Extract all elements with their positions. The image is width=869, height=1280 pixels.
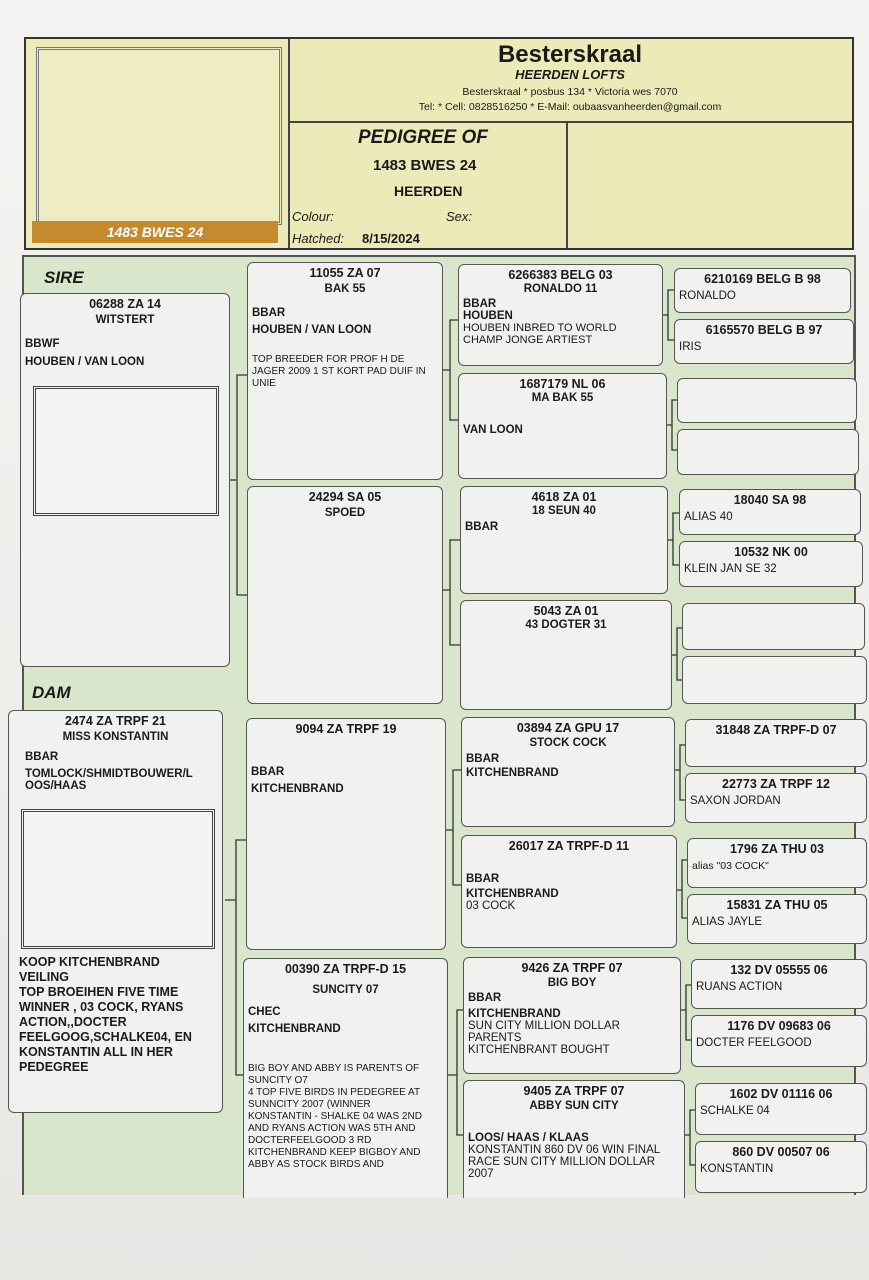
bird-ring: 1483 BWES 24 [373, 157, 477, 174]
gen4-card [682, 656, 867, 704]
gen4-name: IRIS [679, 341, 702, 353]
dam-dam-color: CHEC [248, 1006, 281, 1018]
gen4-card [695, 1141, 867, 1193]
gen4-name: DOCTER FEELGOOD [696, 1037, 812, 1049]
gen4-ring: 15831 ZA THU 05 [726, 898, 828, 912]
dam-dam-notes [244, 1063, 447, 1171]
gen4-card [687, 894, 867, 944]
gen3-ring: 5043 ZA 01 [533, 604, 599, 618]
photo-caption: 1483 BWES 24 [32, 221, 278, 243]
gen4-ring: 1176 DV 09683 06 [727, 1019, 831, 1033]
gen3-ring: 26017 ZA TRPF-D 11 [508, 839, 630, 853]
gen3-line: KITCHENBRAND [466, 888, 559, 900]
gen4-card [674, 319, 854, 364]
note-line: KITCHENBRAND KEEP BIGBOY AND [248, 1147, 421, 1158]
gen3-name: 18 SEUN 40 [532, 505, 596, 517]
sire-heading: SIRE [44, 268, 84, 287]
gen3-ring: 6266383 BELG 03 [508, 268, 613, 282]
dam-note: KONSTANTIN ALL IN HER [19, 1045, 173, 1059]
gen3-name: STOCK COCK [529, 737, 607, 749]
note-line: TOP BREEDER FOR PROF H DE [252, 354, 405, 365]
dam-color: BBAR [25, 751, 59, 763]
gen3-card-sdd [460, 600, 672, 710]
pedigree-info [288, 121, 568, 248]
gen4-card [687, 838, 867, 888]
gen3-card-ssd [458, 373, 667, 479]
dam-dam-name: SUNCITY 07 [312, 984, 379, 996]
gen3-extra: 03 COCK [466, 900, 516, 912]
gen4-ring: 6210169 BELG B 98 [704, 272, 821, 286]
gen3-ring: 1687179 NL 06 [519, 377, 606, 391]
gen4-card [685, 719, 867, 767]
sire-sire-card [247, 262, 443, 480]
gen4-name: SCHALKE 04 [700, 1105, 770, 1117]
gen3-line: LOOS/ HAAS / KLAAS [468, 1132, 589, 1144]
note-line: JAGER 2009 1 ST KORT PAD DUIF IN [252, 366, 426, 377]
dam-line-1: TOMLOCK/SHMIDTBOUWER/L [25, 768, 193, 780]
gen4-ring: 132 DV 05555 06 [730, 963, 828, 977]
gen3-ring: 4618 ZA 01 [531, 490, 597, 504]
dam-photo [21, 809, 215, 949]
gen4-ring: 18040 SA 98 [733, 493, 807, 507]
gen4-ring: 6165570 BELG B 97 [705, 323, 823, 337]
gen3-card-dds [463, 957, 681, 1074]
dam-note: VEILING [19, 970, 70, 984]
gen4-card [679, 489, 861, 535]
dam-note: ACTION,,DOCTER [19, 1015, 127, 1029]
dam-note: KOOP KITCHENBRAND [19, 955, 160, 969]
dam-note: FEELGOOG,SCHALKE04, EN [19, 1030, 192, 1044]
gen4-name: RUANS ACTION [696, 981, 783, 993]
gen3-line: KITCHENBRAND [466, 767, 559, 779]
gen3-line: KITCHENBRAND [468, 1008, 561, 1020]
dam-sire-card [246, 718, 446, 950]
note-line: 4 TOP FIVE BIRDS IN PEDEGREE AT [248, 1087, 421, 1098]
note-line: PARENTS [468, 1032, 522, 1044]
gen3-color: BBAR [466, 753, 500, 765]
hatched-label: Hatched: [292, 231, 345, 246]
gen3-line: HOUBEN [463, 310, 513, 322]
sire-dam-name: SPOED [324, 507, 366, 519]
gen4-card [691, 959, 867, 1009]
dam-note: WINNER , 03 COCK, RYANS [19, 1000, 184, 1014]
sire-dam-ring: 24294 SA 05 [308, 490, 382, 504]
note-line: ABBY AS STOCK BIRDS AND [248, 1159, 384, 1170]
note-line: KITCHENBRANT BOUGHT [468, 1044, 610, 1056]
note-line: HOUBEN INBRED TO WORLD [463, 322, 617, 334]
dam-dam-card [243, 958, 448, 1198]
sire-photo [33, 386, 219, 516]
note-line: SUNNCITY 2007 (WINNER [248, 1099, 371, 1110]
note-line: SUN CITY MILLION DOLLAR [468, 1020, 620, 1032]
note-line: SUNCITY O7 [248, 1075, 308, 1086]
loft-contact: Tel: * Cell: 0828516250 * E-Mail: oubaasvanheerden@gmail.com [418, 101, 722, 113]
loft-subtitle: HEERDEN LOFTS [515, 67, 625, 82]
note-line: AND RYANS ACTION WAS 5TH AND [248, 1123, 416, 1134]
note-line: KONSTANTIN - SHALKE 04 WAS 2ND [248, 1111, 422, 1122]
gen4-card [691, 1015, 867, 1067]
gen4-card [677, 378, 857, 423]
gen3-card-dss [461, 717, 675, 827]
gen4-card [685, 773, 867, 823]
gen4-card [695, 1083, 867, 1135]
note-line: 2007 [468, 1168, 494, 1180]
sire-ring: 06288 ZA 14 [89, 297, 161, 311]
sire-sire-ring: 11055 ZA 07 [309, 266, 381, 280]
note-line: BIG BOY AND ABBY IS PARENTS OF [248, 1063, 420, 1074]
gen3-name: ABBY SUN CITY [529, 1100, 619, 1112]
gen3-name: MA BAK 55 [531, 392, 594, 404]
gen4-name: ALIAS JAYLE [692, 916, 763, 928]
dam-ring: 2474 ZA TRPF 21 [65, 714, 166, 728]
gen3-name: BIG BOY [547, 977, 597, 989]
gen4-ring: 860 DV 00507 06 [732, 1145, 830, 1159]
gen3-ring: 9405 ZA TRPF 07 [523, 1084, 625, 1098]
gen3-ring: 03894 ZA GPU 17 [516, 721, 620, 735]
dam-note: PEDEGREE [19, 1060, 89, 1074]
header-panel [24, 37, 854, 250]
note-line: KONSTANTIN 860 DV 06 WIN FINAL [468, 1144, 661, 1156]
sire-dam-card [247, 486, 443, 704]
gen3-color: BBAR [468, 992, 502, 1004]
gen4-name: SAXON JORDAN [690, 795, 781, 807]
dam-dam-ring: 00390 ZA TRPF-D 15 [284, 962, 407, 976]
dam-sire-color: BBAR [251, 766, 285, 778]
gen3-card-sds [460, 486, 668, 594]
dam-line-2: OOS/HAAS [25, 780, 87, 792]
sire-sire-notes [248, 354, 442, 390]
gen3-card-ddd [463, 1080, 685, 1198]
gen4-card [674, 268, 851, 313]
gen4-name: RONALDO [679, 290, 736, 302]
dam-dam-line: KITCHENBRAND [248, 1023, 341, 1035]
gen3-line: VAN LOON [463, 424, 523, 436]
gen3-name: RONALDO 11 [523, 283, 598, 295]
gen3-ring: 9426 ZA TRPF 07 [521, 961, 623, 975]
gen4-name: KONSTANTIN [700, 1163, 774, 1175]
gen4-ring: 22773 ZA TRPF 12 [722, 777, 830, 791]
bird-name: HEERDEN [394, 183, 463, 199]
bird-photo-frame [36, 47, 282, 225]
pedigree-title: PEDIGREE OF [358, 127, 488, 148]
dam-name: MISS KONSTANTIN [62, 731, 169, 743]
dam-sire-line: KITCHENBRAND [251, 783, 344, 795]
sire-card [20, 293, 230, 667]
sex-label: Sex: [446, 209, 473, 224]
dam-note: TOP BROEIHEN FIVE TIME [19, 985, 179, 999]
sire-line: HOUBEN / VAN LOON [25, 356, 145, 368]
dam-heading: DAM [32, 683, 71, 702]
note-line: RACE SUN CITY MILLION DOLLAR [468, 1156, 656, 1168]
gen3-color: BBAR [463, 298, 497, 310]
gen3-color: BBAR [466, 873, 500, 885]
dam-sire-ring: 9094 ZA TRPF 19 [295, 722, 397, 736]
gen4-ring: 31848 ZA TRPF-D 07 [715, 723, 837, 737]
loft-name: Besterskraal [497, 41, 643, 68]
gen3-name: 43 DOGTER 31 [525, 619, 607, 631]
sire-sire-color: BBAR [252, 307, 286, 319]
note-line: DOCTERFEELGOOD 3 RD [248, 1135, 372, 1146]
gen4-ring: 1602 DV 01116 06 [729, 1087, 833, 1101]
gen3-card-sss [458, 264, 663, 366]
gen4-ring: 1796 ZA THU 03 [729, 842, 825, 856]
gen4-name: ALIAS 40 [684, 511, 733, 523]
gen4-ring: 10532 NK 00 [734, 545, 808, 559]
loft-info [288, 39, 852, 123]
dam-notes [13, 955, 192, 1075]
gen4-card [679, 541, 863, 587]
hatched-value: 8/15/2024 [362, 231, 420, 246]
sire-sire-name: BAK 55 [324, 283, 366, 295]
sire-sire-line: HOUBEN / VAN LOON [252, 324, 372, 336]
gen4-card [682, 603, 865, 650]
gen4-name: alias "03 COCK" [692, 860, 769, 872]
sire-name: WITSTERT [95, 314, 155, 326]
gen3-card-dsd [461, 835, 677, 948]
gen3-color: BBAR [465, 521, 499, 533]
loft-address: Besterskraal * posbus 134 * Victoria wes 7070 [462, 86, 678, 98]
gen4-name: KLEIN JAN SE 32 [684, 563, 777, 575]
note-line: CHAMP JONGE ARTIEST [463, 334, 593, 346]
colour-label: Colour: [292, 209, 334, 224]
dam-card [8, 710, 223, 1113]
gen4-card [677, 429, 859, 475]
bird-photo-cell [26, 39, 290, 248]
sire-color: BBWF [25, 338, 60, 350]
note-line: UNIE [252, 378, 276, 389]
